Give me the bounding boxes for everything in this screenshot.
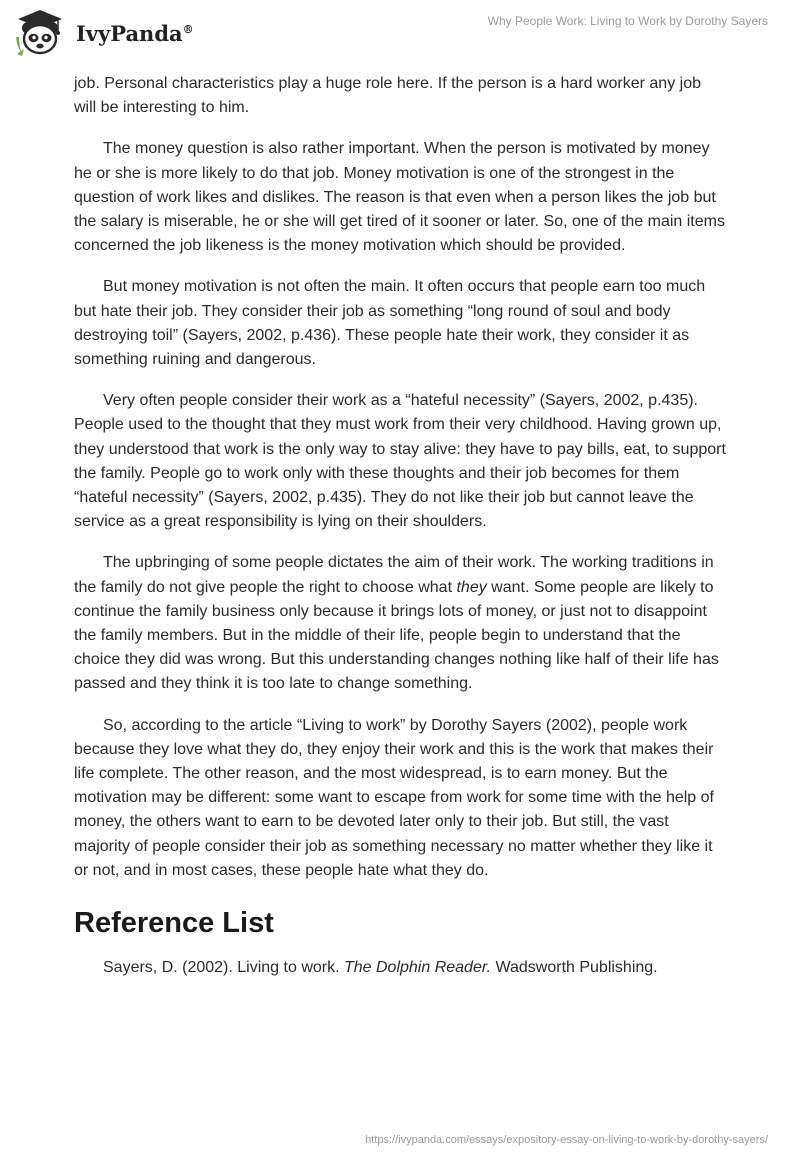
- paragraph: The upbringing of some people dictates the aim of their work. The working traditions in the family do not give people the right to choose what they want. Some people are likely to continue the family business only because it brings lots of money, or just not to disappoint the family members. But in the middle of their life, people begin to understand that the choice they did was wrong. But this understanding changes nothing like half of their life has passed and they think it is too late to change something.: [74, 554, 719, 693]
- paragraph: So, according to the article “Living to work” by Dorothy Sayers (2002), people work because they love what they do, they enjoy their work and this is the work that makes their life complete. The other reason, and the most widespread, is to earn money. But the motivation may be different: some want to escape from work for some time with the help of money, the others want to earn to be devoted later only to their job. But still, the vast majority of people consider their job as something necessary no matter whether they like it or not, and in most cases, these people hate what they do.: [74, 716, 714, 879]
- source-url[interactable]: https://ivypanda.com/essays/expository-essay-on-living-to-work-by-dorothy-sayers/: [365, 1134, 768, 1146]
- panda-logo-icon: [14, 7, 66, 57]
- reference-entry: Sayers, D. (2002). Living to work. The Dolphin Reader. Wadsworth Publishing.: [103, 959, 658, 977]
- paragraph: Very often people consider their work as a “hateful necessity” (Sayers, 2002, p.435). People used to the thought that they must work from their very childhood. Having grown up, they understood that work is the only way to stay alive: they have to pay bills, eat, to support the family. People go to work only with these thoughts and their job becomes for them “hateful necessity” (Sayers, 2002, p.435). They do not like their job but cannot leave the service as a great responsibility is lying on their shoulders.: [74, 392, 726, 531]
- registered-mark: ®: [182, 22, 194, 36]
- paragraph: job. Personal characteristics play a huge role here. If the person is a hard worker any job will be interesting to him.: [74, 75, 701, 117]
- paragraph: The money question is also rather important. When the person is motivated by money he or she is more likely to do that job. Money motivation is one of the strongest in the question of work likes and dislikes. The reason is that even when a person likes the job but the salary is miserable, he or she will get tired of it sooner or later. So, one of the main items concerned the job likeness is the money motivation which should be provided.: [74, 140, 725, 255]
- document-title: Why People Work: Living to Work by Dorothy Sayers: [487, 14, 768, 28]
- paragraph: But money motivation is not often the main. It often occurs that people earn too much but hate their job. They consider their job as something “long round of soul and body destroying toil” (Sayers, 2002, p.436). These people hate their work, they consider it as something ruining and dangerous.: [74, 278, 706, 369]
- reference-source-title: The Dolphin Reader.: [343, 959, 492, 977]
- brand-name: IvyPanda®: [76, 20, 194, 46]
- essay-body: [74, 72, 726, 997]
- page-header: [0, 0, 800, 62]
- reference-list-heading: Reference List: [74, 907, 274, 940]
- emphasis-text: they: [456, 578, 487, 596]
- brand-logo[interactable]: [14, 7, 194, 57]
